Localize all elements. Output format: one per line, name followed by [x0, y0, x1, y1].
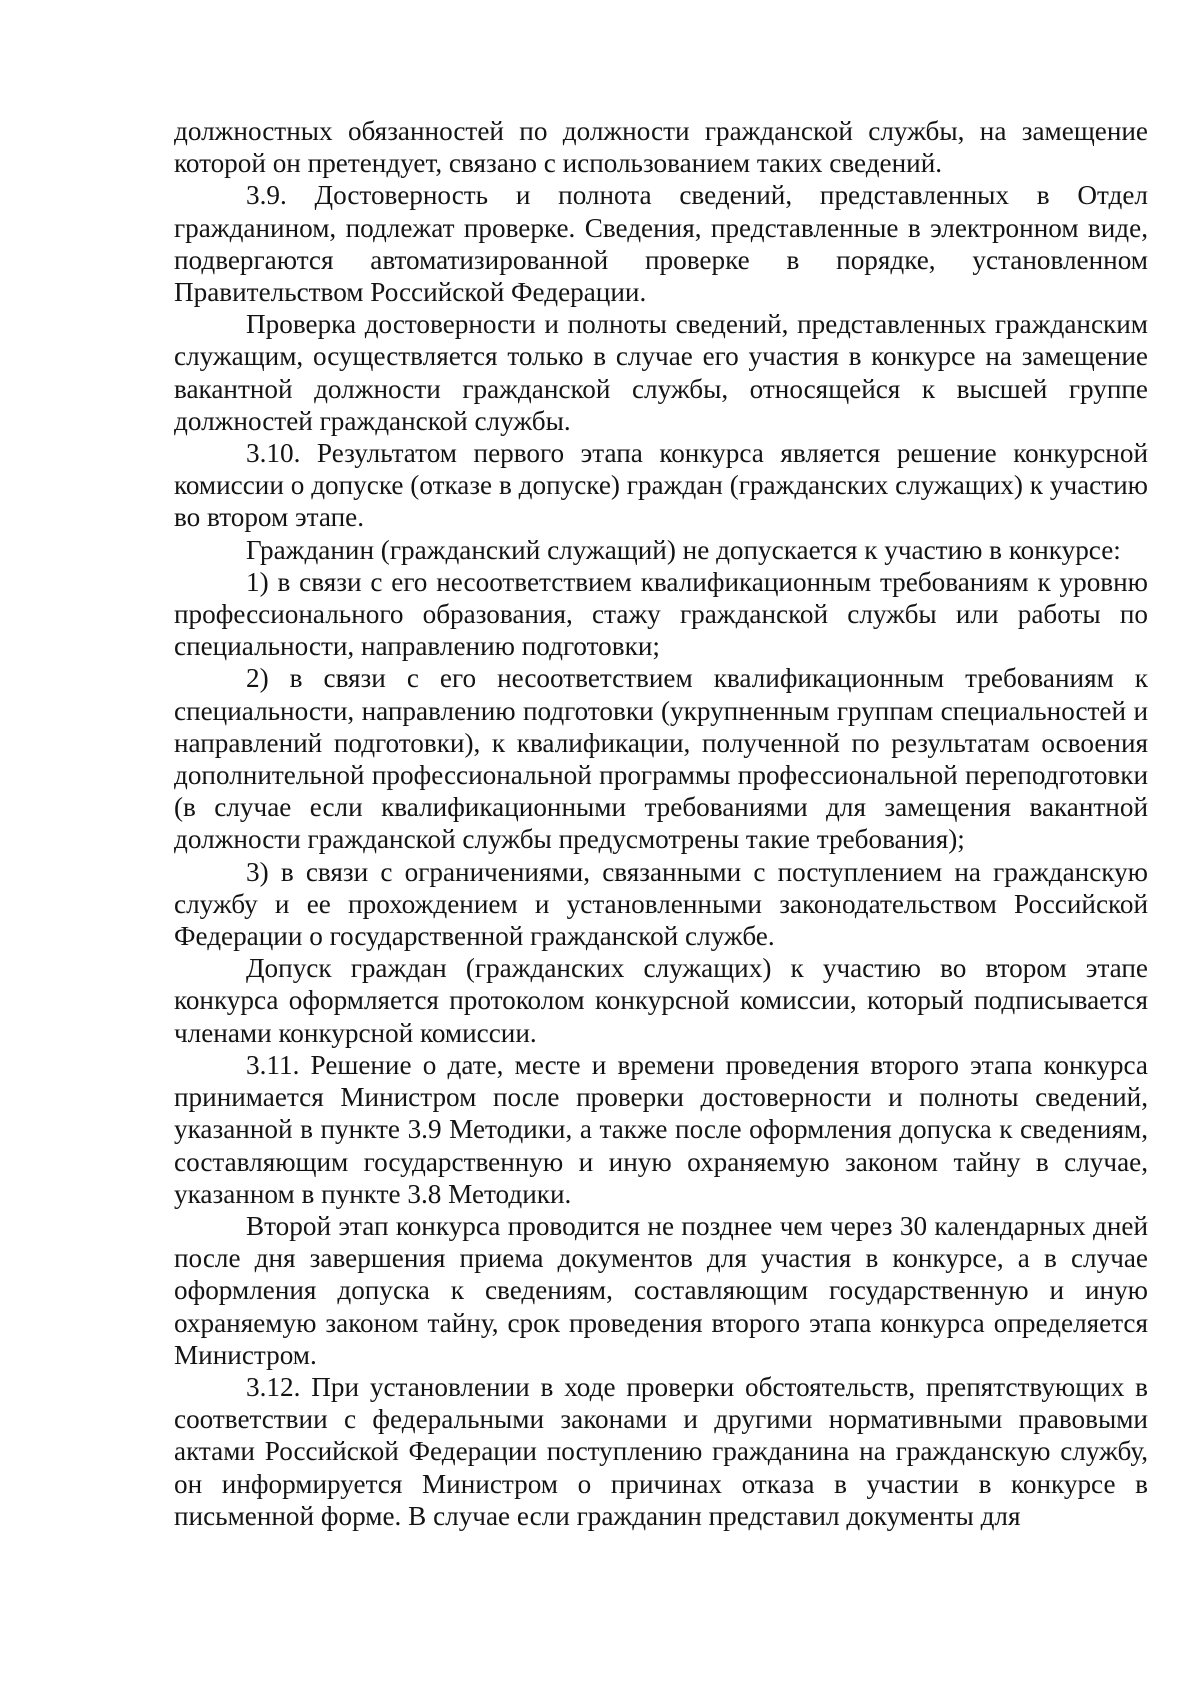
- paragraph-3-10: 3.10. Результатом первого этапа конкурса является решение конкурсной комиссии о допуске (отказе в допуске) граждан (гражданских служащих) к участию во втором этапе.: [174, 438, 1148, 533]
- list-item-3: 3) в связи с ограничениями, связанными с поступлением на гражданскую службу и ее прохождением и установленными законодательством Российской Федерации о государственной гражданской службе.: [174, 856, 1148, 952]
- paragraph-admission-protocol: Допуск граждан (гражданских служащих) к участию во втором этапе конкурса оформляется протоколом конкурсной комиссии, который подписывается членами конкурсной комиссии.: [174, 953, 1148, 1048]
- paragraph-continuation: должностных обязанностей по должности гражданской службы, на замещение которой он претендует, связано с использованием таких сведений.: [174, 116, 1148, 179]
- paragraph-3-12: 3.12. При установлении в ходе проверки обстоятельств, препятствующих в соответствии с федеральными законами и другими нормативными правовыми актами Российской Федерации поступлению гражданина на гражданскую службу, он информируется Министром о причинах отказа в участии в конкурсе в письменной форме. В случае если гражданин представил документы для: [174, 1371, 1148, 1531]
- paragraph-3-9: 3.9. Достоверность и полнота сведений, представленных в Отдел гражданином, подлежат проверке. Сведения, представленные в электронном виде, подвергаются автоматизированной проверке в порядке, установленном Правительством Российской Федерации.: [174, 180, 1148, 308]
- list-item-2: 2) в связи с его несоответствием квалификационным требованиям к специальности, направлению подготовки (укрупненным группам специальностей и направлений подготовки), к квалификации, полученной по результатам освоения дополнительной профессиональной программы профессиональной переподготовки (в случае если квалификационными требованиями для замещения вакантной должности гражданской службы предусмотрены такие требования);: [174, 663, 1148, 855]
- paragraph-second-stage-deadline: Второй этап конкурса проводится не позднее чем через 30 календарных дней после дня завершения приема документов для участия в конкурсе, а в случае оформления допуска к сведениям, составляющим государственную и иную охраняемую законом тайну, срок проведения второго этапа конкурса определяется Министром.: [174, 1210, 1148, 1370]
- paragraph-verification-civil-servant: Проверка достоверности и полноты сведений, представленных гражданским служащим, осуществляется только в случае его участия в конкурсе на замещение вакантной должности гражданской службы, относящейся к высшей группе должностей гражданской службы.: [174, 309, 1148, 436]
- document-body: [174, 115, 1148, 1532]
- list-item-1: 1) в связи с его несоответствием квалификационным требованиям к уровню профессионального образования, стажу гражданской службы или работы по специальности, направлению подготовки;: [174, 566, 1148, 662]
- paragraph-not-admitted-intro: Гражданин (гражданский служащий) не допускается к участию в конкурсе:: [246, 534, 1121, 565]
- paragraph-3-11: 3.11. Решение о дате, месте и времени проведения второго этапа конкурса принимается Министром после проверки достоверности и полноты сведений, указанной в пункте 3.9 Методики, а также после оформления допуска к сведениям, составляющим государственную и иную охраняемую законом тайну в случае, указанном в пункте 3.8 Методики.: [174, 1049, 1148, 1209]
